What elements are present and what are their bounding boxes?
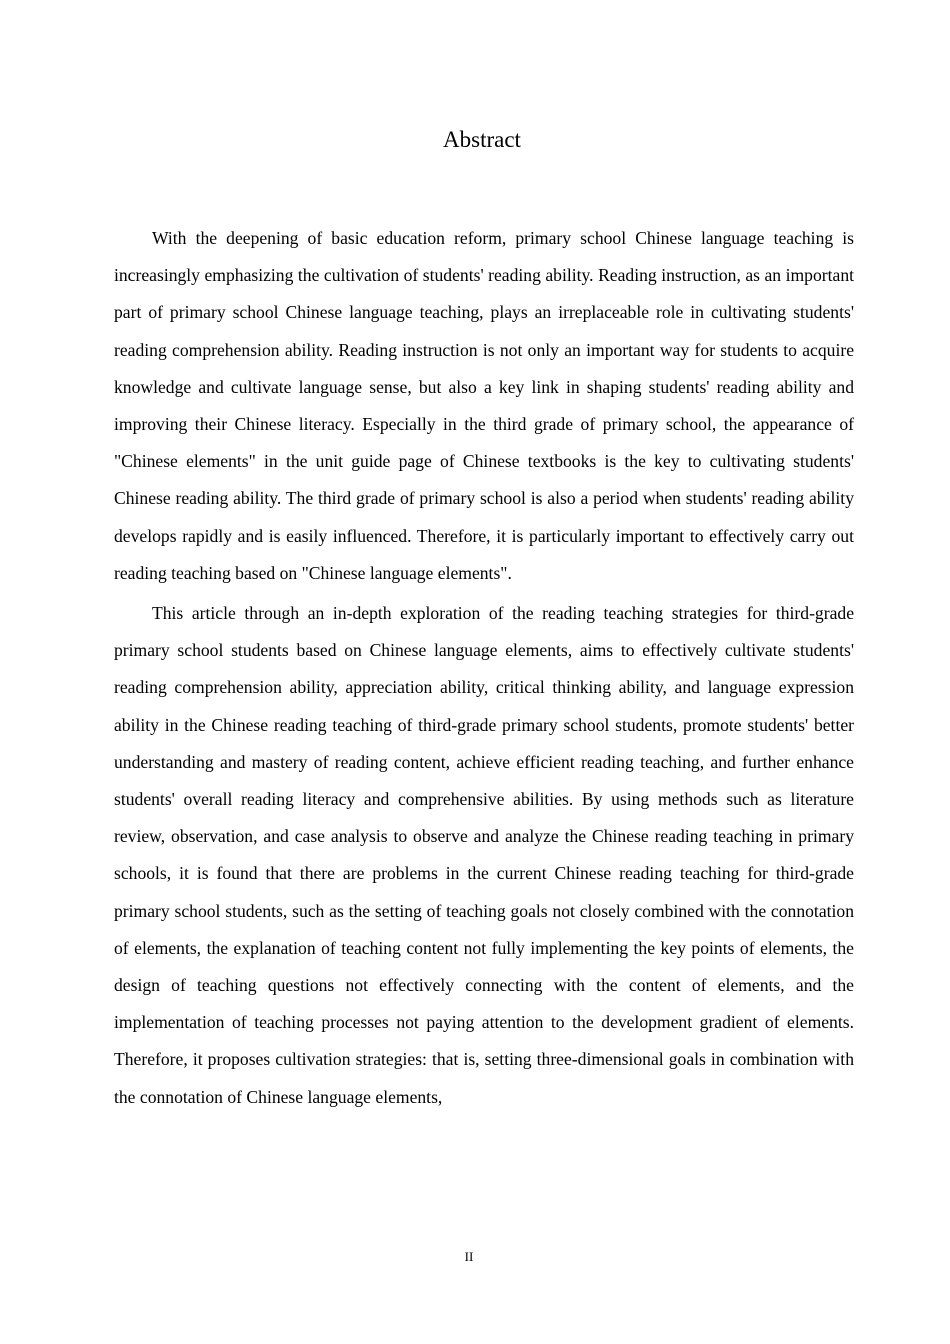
page-number: II bbox=[464, 1249, 474, 1264]
abstract-paragraph-2: This article through an in-depth exploration of the reading teaching strategies for third-grade primary school students based on Chinese language elements, aims to effectively cultivate students' reading comprehension ability, appreciation ability, critical thinking ability, and language expression ability in the Chinese reading teaching of third-grade primary school students, promote students' better understanding and mastery of reading content, achieve efficient reading teaching, and further enhance students' overall reading literacy and comprehensive abilities. By using methods such as literature review, observation, and case analysis to observe and analyze the Chinese reading teaching in primary schools, it is found that there are problems in the current Chinese reading teaching for third-grade primary school students, such as the setting of teaching goals not closely combined with the connotation of elements, the explanation of teaching content not fully implementing the key points of elements, the design of teaching questions not effectively connecting with the content of elements, and the implementation of teaching processes not paying attention to the development gradient of elements. Therefore, it proposes cultivation strategies: that is, setting three-dimensional goals in combination with the connotation of Chinese language elements, bbox=[114, 603, 854, 1107]
page-title: Abstract bbox=[443, 127, 521, 152]
abstract-body bbox=[114, 220, 854, 1116]
abstract-paragraph-1: With the deepening of basic education reform, primary school Chinese language teaching is increasingly emphasizing the cultivation of students' reading ability. Reading instruction, as an important part of primary school Chinese language teaching, plays an irreplaceable role in cultivating students' reading comprehension ability. Reading instruction is not only an important way for students to acquire knowledge and cultivate language sense, but also a key link in shaping students' reading ability and improving their Chinese literacy. Especially in the third grade of primary school, the appearance of "Chinese elements" in the unit guide page of Chinese textbooks is the key to cultivating students' Chinese reading ability. The third grade of primary school is also a period when students' reading ability develops rapidly and is easily influenced. Therefore, it is particularly important to effectively carry out reading teaching based on "Chinese language elements". bbox=[114, 228, 854, 583]
